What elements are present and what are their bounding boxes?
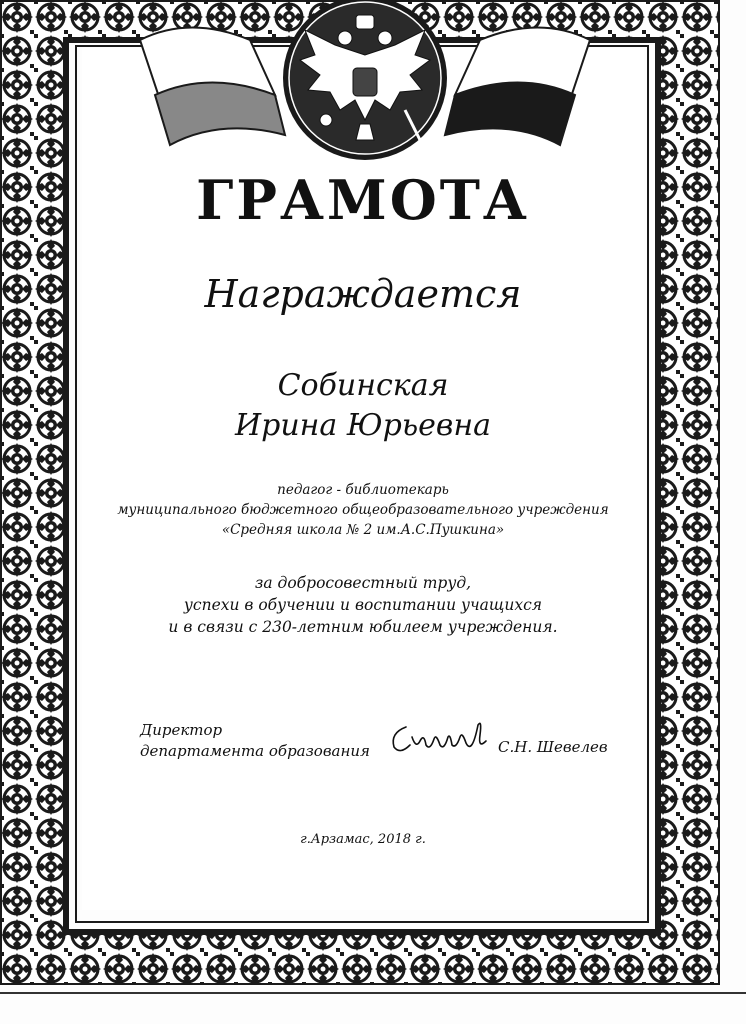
position-line: муниципального бюджетного общеобразовательного учреждения: [117, 502, 609, 518]
awarded-heading: Награждается: [204, 272, 522, 316]
signatory-title-line: департамента образования: [140, 742, 370, 760]
signatory-title: [140, 720, 370, 762]
certificate-title: ГРАМОТА: [196, 168, 530, 232]
scan-edge-line: [0, 992, 746, 994]
recipient-surname: Собинская: [277, 368, 449, 403]
recipient-given-names: Ирина Юрьевна: [234, 408, 492, 443]
crest: [130, 0, 600, 175]
signatory-title-line: Директор: [140, 721, 223, 739]
signatory-name: С.Н. Шевелев: [498, 738, 608, 756]
handwritten-signature: [388, 715, 498, 765]
place-date: г.Арзамас, 2018 г.: [300, 832, 426, 847]
reason-line: успехи в обучении и воспитании учащихся: [183, 596, 543, 614]
position-line: «Средняя школа № 2 им.А.С.Пушкина»: [221, 522, 505, 538]
reason-line: и в связи с 230-летним юбилеем учреждения.: [168, 618, 558, 636]
reason-line: за добросовестный труд,: [254, 574, 472, 592]
position-line: педагог - библиотекарь: [277, 482, 449, 498]
